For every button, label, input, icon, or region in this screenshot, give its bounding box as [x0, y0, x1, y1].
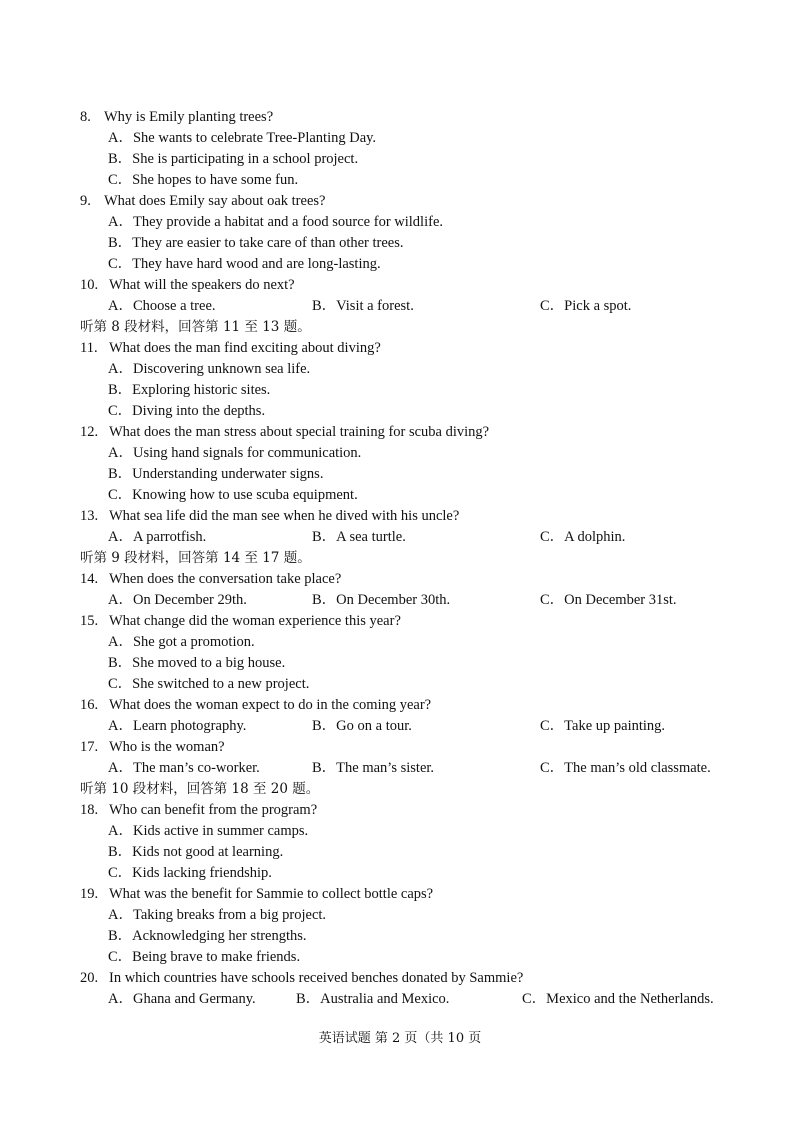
question-number: 8.	[80, 109, 91, 125]
question-number: 11.	[80, 340, 98, 356]
option-a: A．Using hand signals for communication.	[108, 445, 362, 461]
option-a: A．Discovering unknown sea life.	[108, 361, 311, 377]
option-c: C．Take up painting.	[540, 718, 666, 734]
question-14	[0, 569, 800, 590]
option-b: B．Go on a tour.	[312, 718, 412, 734]
question-text: In which countries have schools received benches donated by Sammie?	[109, 970, 524, 986]
option-b: B．Exploring historic sites.	[108, 382, 271, 398]
option-b: B．A sea turtle.	[312, 529, 406, 545]
question-13	[0, 506, 800, 527]
option-b: B．Acknowledging her strengths.	[108, 928, 307, 944]
question-number: 9.	[80, 193, 91, 209]
question-text: What does the man find exciting about diving?	[109, 340, 381, 356]
question-number: 17.	[80, 739, 99, 755]
question-number: 10.	[80, 277, 99, 293]
question-text: What does Emily say about oak trees?	[104, 193, 326, 209]
option-a: A．A parrotfish.	[108, 529, 207, 545]
question-11	[0, 338, 800, 359]
question-10	[0, 275, 800, 296]
question-text: Who can benefit from the program?	[109, 802, 318, 818]
option-b: B．On December 30th.	[312, 592, 451, 608]
question-9	[0, 191, 800, 212]
option-b: B．Kids not good at learning.	[108, 844, 284, 860]
option-c: C．Being brave to make friends.	[108, 949, 301, 965]
question-15	[0, 611, 800, 632]
option-a: A．Kids active in summer camps.	[108, 823, 309, 839]
page-footer: 英语试题 第 2 页（共 10 页	[318, 1031, 482, 1046]
question-number: 13.	[80, 508, 99, 524]
question-number: 16.	[80, 697, 99, 713]
question-text: When does the conversation take place?	[109, 571, 342, 587]
question-number: 15.	[80, 613, 99, 629]
question-12	[0, 422, 800, 443]
option-c: C．They have hard wood and are long-lasting.	[108, 256, 381, 272]
option-c: C．Diving into the depths.	[108, 403, 266, 419]
option-c: C．Kids lacking friendship.	[108, 865, 272, 881]
question-text: What was the benefit for Sammie to collect bottle caps?	[109, 886, 434, 902]
option-c: C．A dolphin.	[540, 529, 626, 545]
option-b: B．She is participating in a school project.	[108, 151, 359, 167]
option-c: C．She hopes to have some fun.	[108, 172, 299, 188]
option-b: B．Australia and Mexico.	[296, 991, 450, 1007]
question-text: What will the speakers do next?	[109, 277, 295, 293]
question-text: Why is Emily planting trees?	[104, 109, 274, 125]
question-8	[0, 107, 800, 128]
question-text: What does the man stress about special training for scuba diving?	[109, 424, 490, 440]
option-b: B．Visit a forest.	[312, 298, 414, 314]
option-c: C．The man’s old classmate.	[540, 760, 711, 776]
question-19	[0, 884, 800, 905]
option-b: B．She moved to a big house.	[108, 655, 286, 671]
question-number: 20.	[80, 970, 99, 986]
option-a: A．On December 29th.	[108, 592, 247, 608]
question-text: What sea life did the man see when he dived with his uncle?	[109, 508, 460, 524]
question-text: What does the woman expect to do in the coming year?	[109, 697, 432, 713]
option-a: A．Ghana and Germany.	[108, 991, 256, 1007]
question-number: 19.	[80, 886, 99, 902]
option-c: C．Pick a spot.	[540, 298, 632, 314]
option-b: B．They are easier to take care of than other trees.	[108, 235, 404, 251]
section-instruction: 听第 10 段材料，回答第 18 至 20 题。	[80, 781, 320, 797]
question-number: 14.	[80, 571, 99, 587]
section-instruction: 听第 8 段材料，回答第 11 至 13 题。	[80, 319, 311, 335]
question-16	[0, 695, 800, 716]
option-b: B．The man’s sister.	[312, 760, 435, 776]
option-c: C．On December 31st.	[540, 592, 677, 608]
option-c: C．She switched to a new project.	[108, 676, 310, 692]
option-a: A．They provide a habitat and a food source for wildlife.	[108, 214, 444, 230]
question-20	[0, 968, 800, 989]
option-c: C．Mexico and the Netherlands.	[522, 991, 714, 1007]
question-number: 18.	[80, 802, 99, 818]
question-number: 12.	[80, 424, 99, 440]
option-a: A．She got a promotion.	[108, 634, 255, 650]
question-17	[0, 737, 800, 758]
option-b: B．Understanding underwater signs.	[108, 466, 324, 482]
option-c: C．Knowing how to use scuba equipment.	[108, 487, 358, 503]
question-text: What change did the woman experience this year?	[109, 613, 401, 629]
option-a: A．Taking breaks from a big project.	[108, 907, 327, 923]
question-18	[0, 800, 800, 821]
option-a: A．Choose a tree.	[108, 298, 216, 314]
question-text: Who is the woman?	[109, 739, 225, 755]
section-instruction: 听第 9 段材料，回答第 14 至 17 题。	[80, 550, 311, 566]
option-a: A．She wants to celebrate Tree-Planting Day.	[108, 130, 377, 146]
option-a: A．The man’s co-worker.	[108, 760, 260, 776]
option-a: A．Learn photography.	[108, 718, 247, 734]
